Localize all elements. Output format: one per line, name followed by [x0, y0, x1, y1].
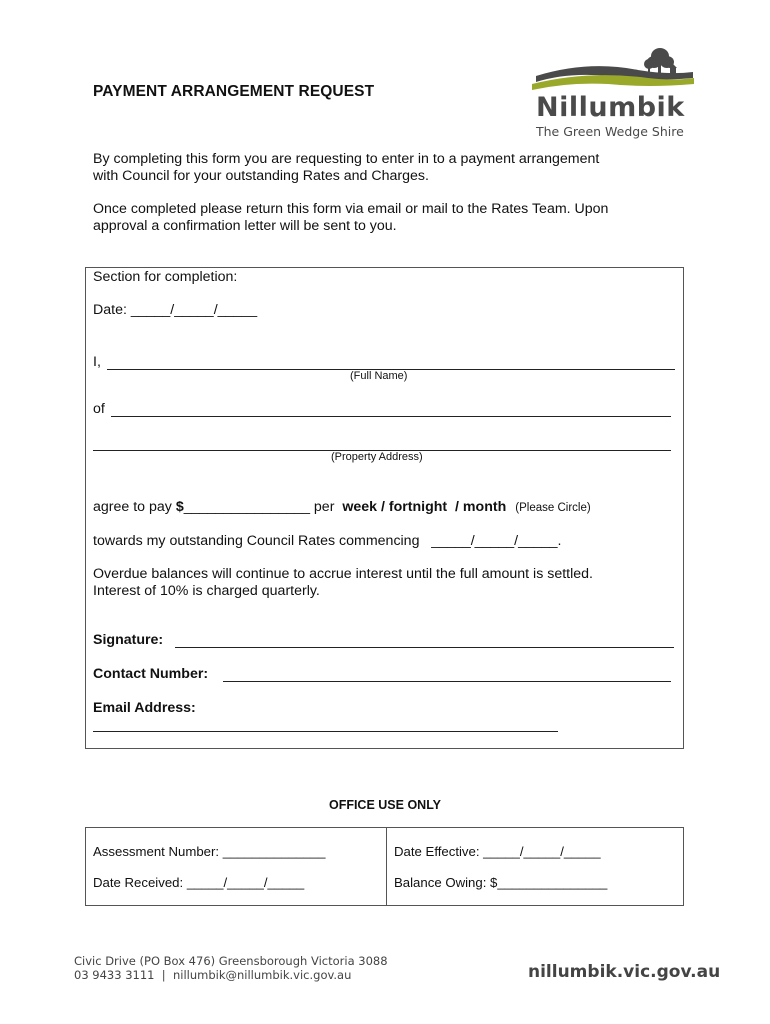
- intro-line-1: By completing this form you are requesting to enter in to a payment arrangement: [93, 151, 600, 167]
- intro-line-4: approval a confirmation letter will be sent to you.: [93, 218, 397, 234]
- property-address-field-1[interactable]: [111, 416, 671, 417]
- date-field[interactable]: Date: _____/_____/_____: [93, 302, 258, 318]
- intro-line-2: with Council for your outstanding Rates and Charges.: [93, 168, 429, 184]
- page-title: PAYMENT ARRANGEMENT REQUEST: [93, 83, 375, 100]
- logo-subtitle: The Green Wedge Shire: [536, 124, 684, 139]
- footer-website: nillumbik.vic.gov.au: [528, 962, 721, 982]
- assessment-number-field[interactable]: Assessment Number: ______________: [93, 844, 326, 859]
- please-circle-note: (Please Circle): [515, 502, 591, 514]
- office-use-box: [85, 827, 684, 906]
- commencing-line[interactable]: towards my outstanding Council Rates commencing _____/_____/_____.: [93, 533, 562, 549]
- section-label: Section for completion:: [93, 269, 238, 285]
- date-effective-field[interactable]: Date Effective: _____/_____/_____: [394, 844, 601, 859]
- agree-line: [93, 499, 591, 515]
- full-name-caption: (Full Name): [350, 370, 408, 382]
- email-address-field[interactable]: [93, 731, 558, 732]
- office-use-title: OFFICE USE ONLY: [328, 798, 442, 812]
- footer-address: Civic Drive (PO Box 476) Greensborough Victoria 3088: [74, 954, 388, 968]
- overdue-line-1: Overdue balances will continue to accrue interest until the full amount is settled.: [93, 566, 593, 582]
- balance-owing-field[interactable]: Balance Owing: $_______________: [394, 875, 608, 890]
- contact-label: Contact Number:: [93, 666, 209, 682]
- agree-prefix: agree to pay: [93, 499, 176, 515]
- dollar-sign: $: [175, 499, 184, 515]
- office-use-divider: [386, 827, 387, 906]
- of-label: of: [93, 401, 105, 417]
- frequency-options[interactable]: week / fortnight / month: [342, 499, 507, 515]
- email-label: Email Address:: [93, 700, 196, 716]
- logo-landscape-icon: [528, 42, 698, 92]
- contact-number-field[interactable]: [223, 681, 671, 682]
- footer-contact: 03 9433 3111 | nillumbik@nillumbik.vic.gov.au: [74, 968, 352, 982]
- signature-label: Signature:: [93, 632, 164, 648]
- signature-field[interactable]: [175, 647, 674, 648]
- i-label: I,: [93, 354, 101, 370]
- logo-name: Nillumbik: [536, 92, 685, 123]
- property-address-caption: (Property Address): [331, 451, 423, 463]
- amount-field[interactable]: ________________: [183, 499, 310, 515]
- intro-line-3: Once completed please return this form via email or mail to the Rates Team. Upon: [93, 201, 609, 217]
- overdue-line-2: Interest of 10% is charged quarterly.: [93, 583, 320, 599]
- per-label: per: [309, 499, 343, 515]
- date-received-field[interactable]: Date Received: _____/_____/_____: [93, 875, 305, 890]
